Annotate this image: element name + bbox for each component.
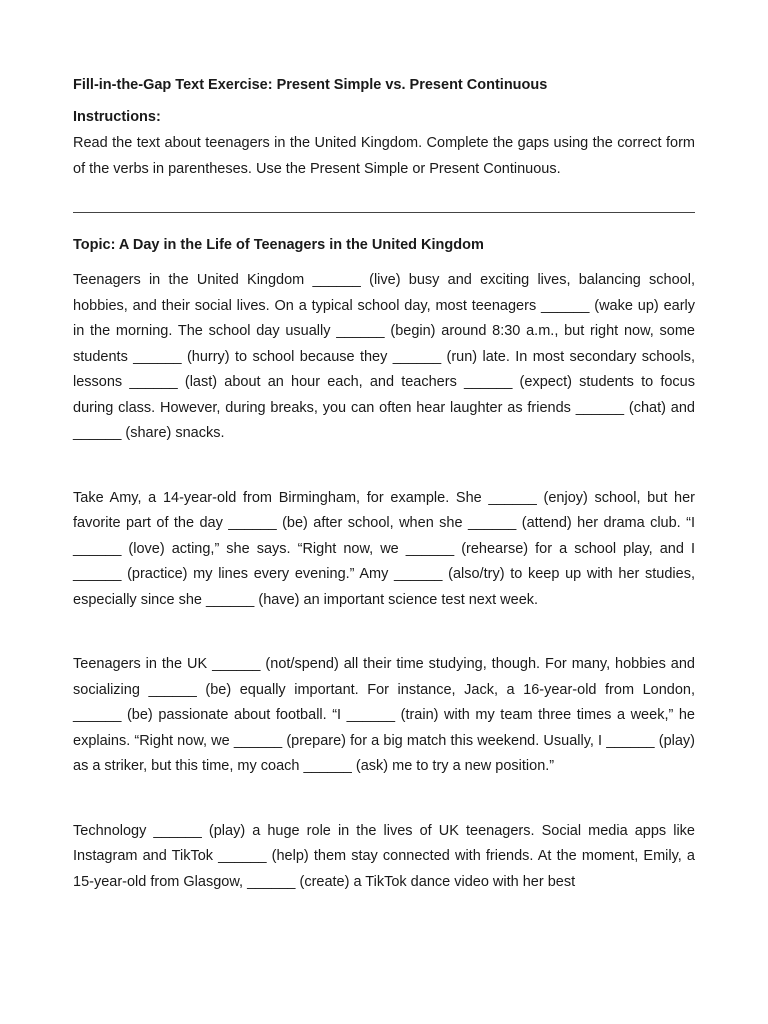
document-page [73,74,695,895]
section-divider [73,212,695,213]
exercise-paragraph-1: Teenagers in the United Kingdom ______ (live) busy and exciting lives, balancing school, hobbies, and their social lives. On a typical school day, most teenagers ______ (wake up) early in the morning. The school day usually ______ (begin) around 8:30 a.m., but right now, some students ______ (hurry) to school because they ______ (run) late. In most secondary schools, lessons ______ (last) about an hour each, and teachers ______ (expect) students to focus during class. However, during breaks, you can often hear laughter as friends ______ (chat) and ______ (share) snacks. [73,272,695,441]
document-title: Fill-in-the-Gap Text Exercise: Present Simple vs. Present Continuous [73,77,548,93]
exercise-paragraph-4: Technology ______ (play) a huge role in the lives of UK teenagers. Social media apps like Instagram and TikTok ______ (help) them stay connected with friends. At the moment, Emily, a 15-year-old from Glasgow, ______ (create) a TikTok dance video with her best [73,822,695,890]
topic-heading: Topic: A Day in the Life of Teenagers in the United Kingdom [73,237,484,253]
exercise-paragraph-2: Take Amy, a 14-year-old from Birmingham, for example. She ______ (enjoy) school, but her favorite part of the day ______ (be) after school, when she ______ (attend) her drama club. “I ______ (love) acting,” she says. “Right now, we ______ (rehearse) for a school play, and I ______ (practice) my lines every evening.” Amy ______ (also/try) to keep up with her studies, especially since she ______ (have) an important science test next week. [73,489,695,608]
instructions-text: Read the text about teenagers in the United Kingdom. Complete the gaps using the correct form of the verbs in parentheses. Use the Present Simple or Present Continuous. [73,135,695,177]
exercise-paragraph-3: Teenagers in the UK ______ (not/spend) all their time studying, though. For many, hobbies and socializing ______ (be) equally important. For instance, Jack, a 16-year-old from London, ______ (be) passionate about football. “I ______ (train) with my team three times a week,” he explains. “Right now, we ______ (prepare) for a big match this weekend. Usually, I ______ (play) as a striker, but this time, my coach ______ (ask) me to try a new position.” [73,656,695,774]
instructions-heading: Instructions: [73,109,161,125]
